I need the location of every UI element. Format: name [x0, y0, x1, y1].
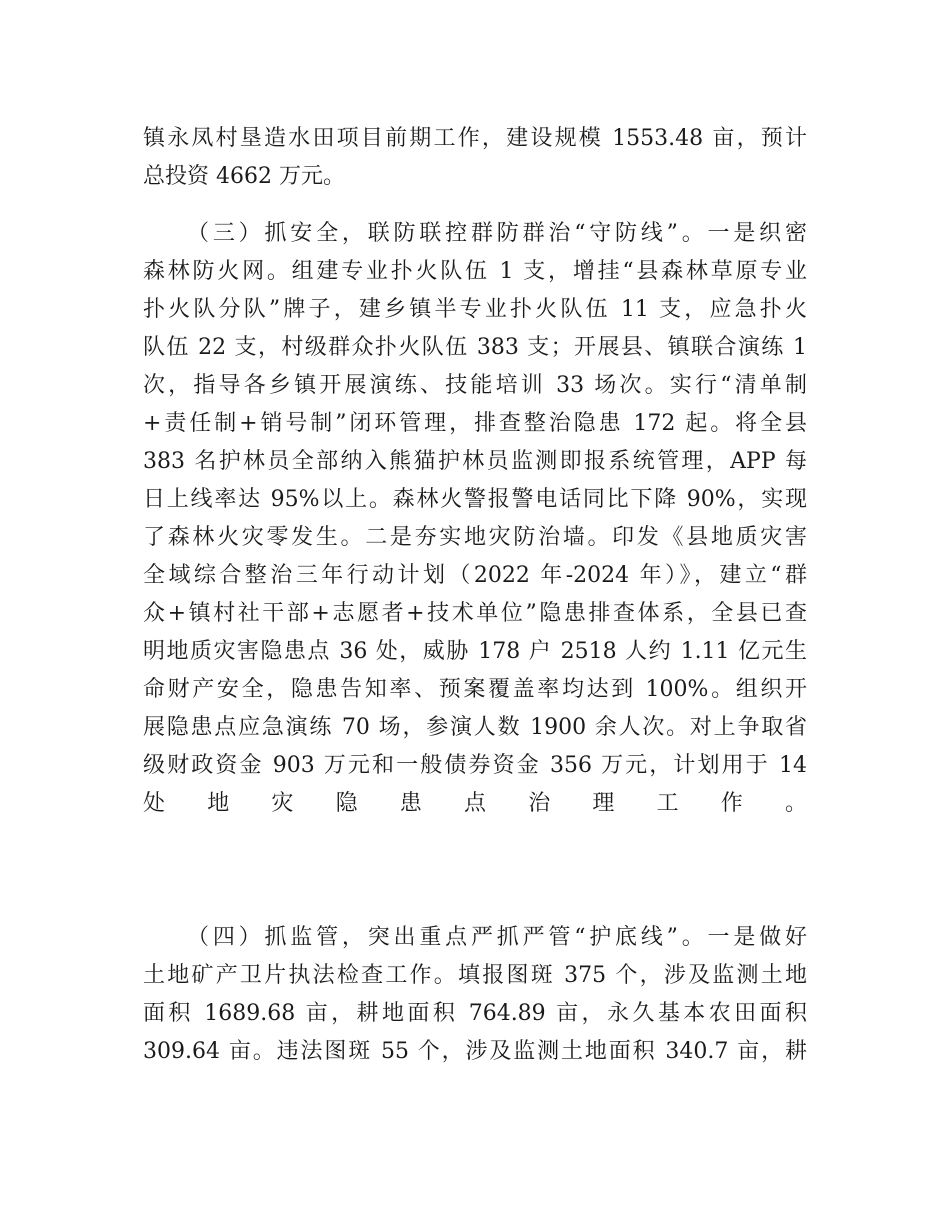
text-line: 展隐患点应急演练 70 场，参演人数 1900 余人次。对上争取省: [143, 715, 807, 740]
text-line: （三）抓安全，联防联控群防群治“守防线”。一是织密: [187, 221, 807, 246]
text-line: 了森林火灾零发生。二是夯实地灾防治墙。印发《县地质灾害: [143, 525, 807, 550]
text-line: 级财政资金 903 万元和一般债券资金 356 万元，计划用于 14: [143, 753, 807, 778]
text-line: 明地质灾害隐患点 36 处，威胁 178 户 2518 人约 1.11 亿元生: [143, 639, 807, 664]
text-line: 众+镇村社干部+志愿者+技术单位”隐患排查体系，全县已查: [143, 601, 807, 626]
text-line: 队伍 22 支，村级群众扑火队伍 383 支；开展县、镇联合演练 1: [143, 335, 807, 360]
text-line: 森林防火网。组建专业扑火队伍 1 支，增挂“县森林草原专业: [143, 259, 807, 284]
text-line: 383 名护林员全部纳入熊猫护林员监测即报系统管理，APP 每: [143, 449, 807, 474]
text-line: 总投资 4662 万元。: [143, 164, 345, 189]
text-line: （四）抓监管，突出重点严抓严管“护底线”。一是做好: [187, 925, 807, 950]
text-line: 土地矿产卫片执法检查工作。填报图斑 375 个，涉及监测土地: [143, 963, 807, 988]
paragraph-project: [143, 120, 807, 196]
text-line: 命财产安全，隐患告知率、预案覆盖率均达到 100%。组织开: [143, 677, 807, 702]
text-line: 扑火队分队”牌子，建乡镇半专业扑火队伍 11 支，应急扑火: [143, 297, 807, 322]
text-line: +责任制+销号制”闭环管理，排查整治隐患 172 起。将全县: [143, 411, 807, 436]
text-line: 全域综合整治三年行动计划（2022 年-2024 年）》，建立“群: [143, 563, 807, 588]
text-line: [143, 823, 807, 861]
text-line: 日上线率达 95%以上。森林火警报警电话同比下降 90%，实现: [143, 487, 807, 512]
paragraph-safety: [143, 215, 807, 861]
paragraph-supervision: [143, 919, 807, 1071]
text-line: 面积 1689.68 亩，耕地面积 764.89 亩，永久基本农田面积: [143, 1001, 807, 1026]
text-line: 309.64 亩。违法图斑 55 个，涉及监测土地面积 340.7 亩，耕: [143, 1039, 807, 1064]
text-line: 次，指导各乡镇开展演练、技能培训 33 场次。实行“清单制: [143, 373, 807, 398]
text-line: 镇永凤村垦造水田项目前期工作，建设规模 1553.48 亩，预计: [143, 126, 807, 151]
text-line: 处地灾隐患点治理工作。: [143, 791, 807, 816]
